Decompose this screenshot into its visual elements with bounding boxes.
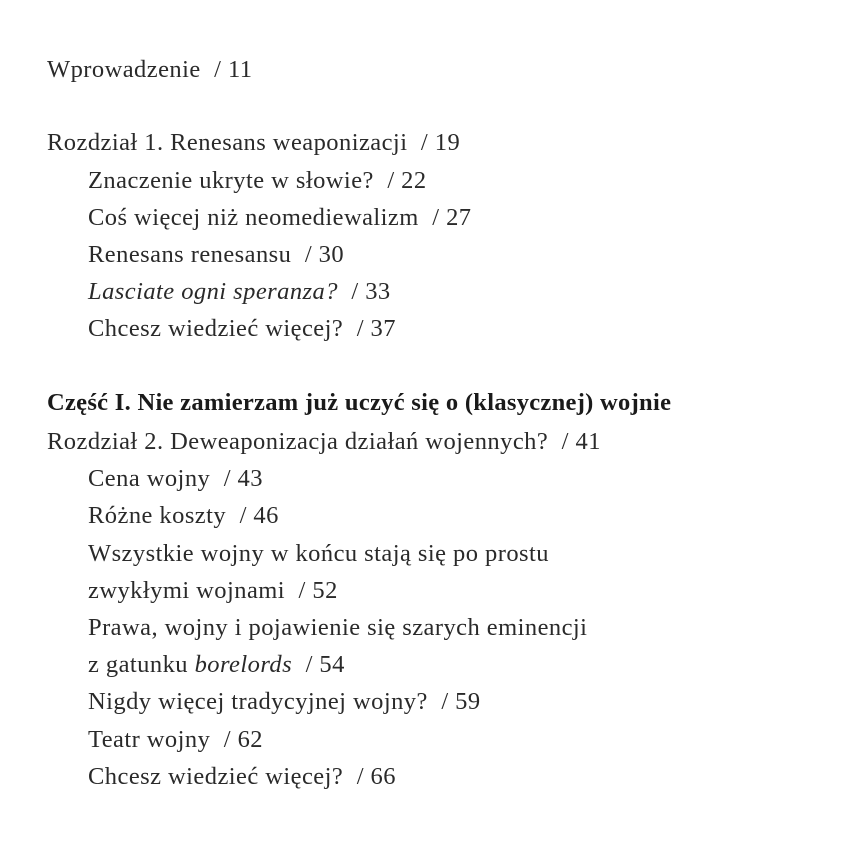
entry-page: / 43 <box>223 465 263 492</box>
toc-entry-chapter-1 <box>47 128 460 158</box>
entry-title: Wszystkie wojny w końcu stają się po prostu <box>88 540 549 567</box>
entry-page: / 30 <box>304 241 345 268</box>
entry-title: Prawa, wojny i pojawienie się szarych eminencji <box>88 614 588 641</box>
toc-section <box>88 613 587 643</box>
toc-section <box>88 240 344 270</box>
toc-section <box>88 166 427 196</box>
entry-page: / 54 <box>305 651 345 678</box>
toc-section <box>88 314 396 344</box>
entry-title: Chcesz wiedzieć więcej? <box>88 315 344 342</box>
entry-title: Rozdział 1. Renesans weaponizacji <box>47 129 408 156</box>
entry-title: Nigdy więcej tradycyjnej wojny? <box>88 688 428 715</box>
entry-page: / 66 <box>356 763 396 790</box>
entry-page: / 22 <box>387 167 427 194</box>
entry-title: Znaczenie ukryte w słowie? <box>88 167 374 194</box>
entry-page: / 59 <box>441 688 481 715</box>
entry-page: / 52 <box>298 577 338 604</box>
entry-page: / 62 <box>223 726 263 753</box>
toc-section <box>88 277 391 307</box>
toc-section <box>88 203 471 233</box>
entry-title: Coś więcej niż neomediewalizm <box>88 204 419 231</box>
toc-section <box>88 501 279 531</box>
entry-page: / 27 <box>432 204 472 231</box>
toc-section-continuation <box>88 650 345 680</box>
toc-section <box>88 762 396 792</box>
entry-title: Renesans renesansu <box>88 241 292 268</box>
entry-title-italic: borelords <box>194 651 293 678</box>
entry-page: / 41 <box>561 428 601 455</box>
entry-page: / 46 <box>239 502 279 529</box>
entry-page: / 11 <box>214 56 253 83</box>
entry-title: Chcesz wiedzieć więcej? <box>88 763 344 790</box>
toc-entry-intro <box>47 55 252 85</box>
entry-page: / 33 <box>351 278 391 305</box>
toc-section <box>88 464 263 494</box>
entry-title: Lasciate ogni speranza? <box>88 278 338 305</box>
part-title: Część I. Nie zamierzam już uczyć się o (klasycznej) wojnie <box>47 389 672 416</box>
toc-section <box>88 539 549 569</box>
toc-entry-chapter-2 <box>47 427 601 457</box>
toc-section-continuation <box>88 576 338 606</box>
entry-title: Wprowadzenie <box>47 56 201 83</box>
toc-section <box>88 687 481 717</box>
entry-title: z gatunku <box>88 651 188 678</box>
toc-section <box>88 725 263 755</box>
entry-title: Teatr wojny <box>88 726 211 753</box>
entry-title: Cena wojny <box>88 465 211 492</box>
entry-page: / 19 <box>420 129 461 156</box>
entry-title: Rozdział 2. Deweaponizacja działań wojennych? <box>47 428 549 455</box>
entry-title: Różne koszty <box>88 502 227 529</box>
toc-part-heading <box>47 388 671 418</box>
entry-page: / 37 <box>356 315 396 342</box>
entry-title: zwykłymi wojnami <box>88 577 286 604</box>
